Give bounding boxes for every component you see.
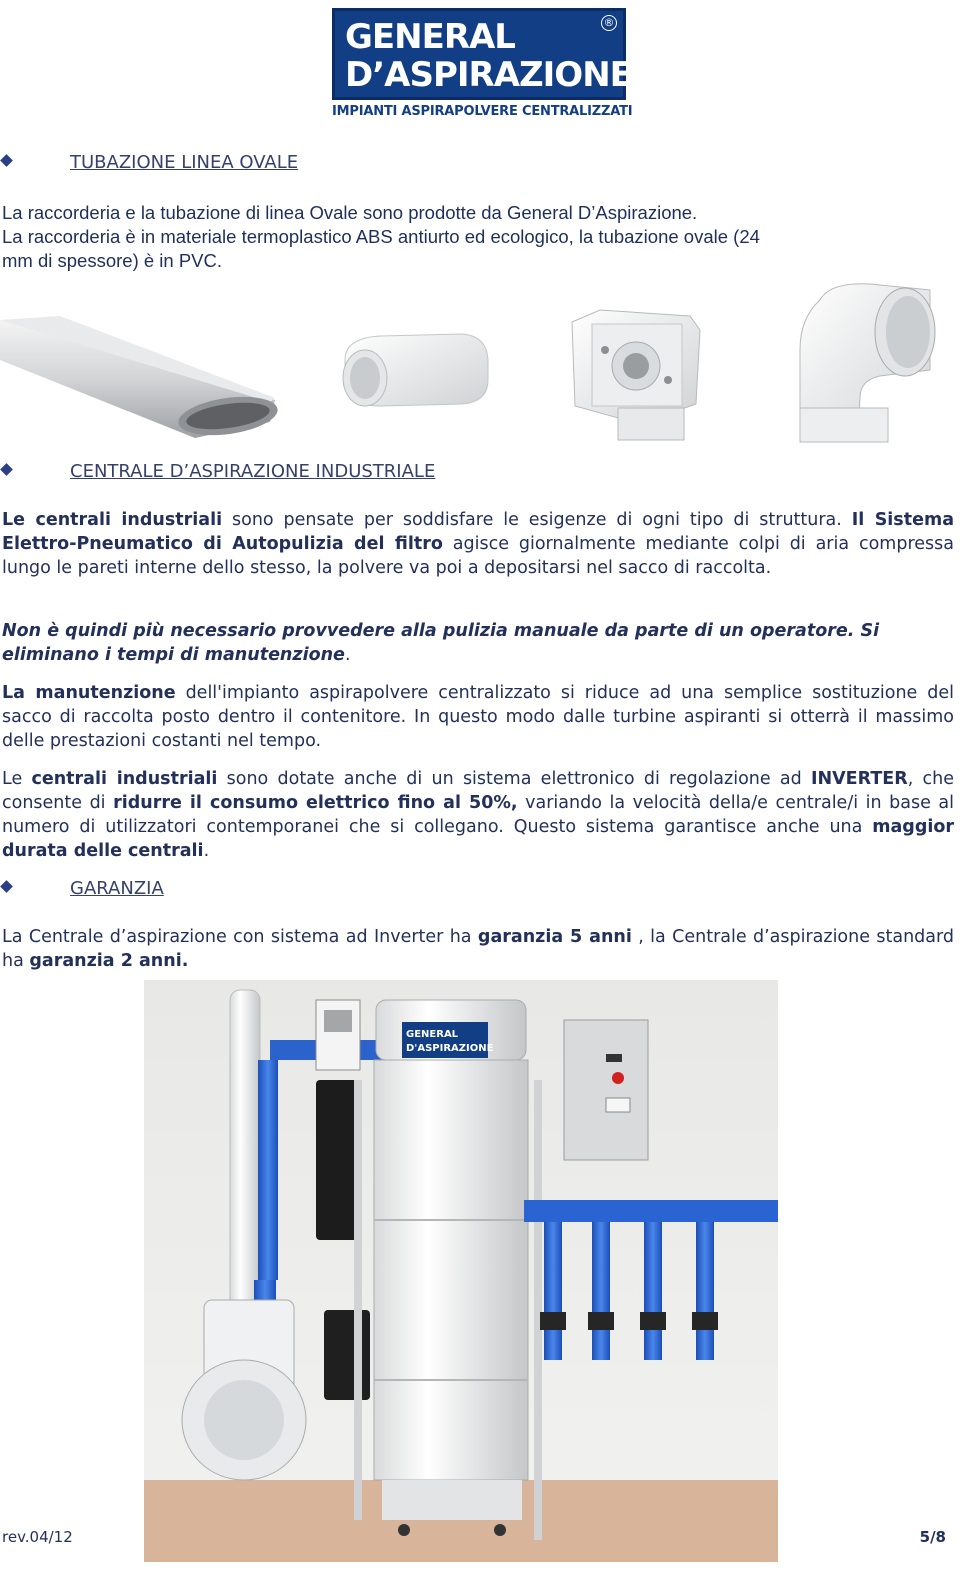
bold-text: maggior durata delle centrali [2,817,954,861]
heading-text: GARANZIA [70,878,164,899]
centrale-paragraph-3 [2,681,954,753]
tubazione-paragraph [2,201,954,273]
body-text: La Centrale d’aspirazione con sistema ad Inverter ha [2,927,478,947]
body-text: sono pensate per soddisfare le esigenze di ogni tipo di struttura. [222,510,852,530]
body-text: , che consente di [2,769,954,813]
bullet-icon [0,463,13,476]
body-text: . [203,841,210,861]
bold-text: INVERTER [810,769,908,789]
body-text: sono dotate anche di un sistema elettronico di regolazione ad [217,769,811,789]
bold-text: Le centrali industriali [2,510,223,530]
logo-tagline: IMPIANTI ASPIRAPOLVERE CENTRALIZZATI [332,104,633,119]
bullet-icon [0,880,13,893]
body-text: . [344,645,351,665]
logo-badge [332,8,632,100]
section-heading-tubazione [0,152,400,176]
page-number: 5/8 [919,1528,946,1546]
body-text: Le [2,769,32,789]
bold-text: centrali industriali [31,769,218,789]
bold-text: Il Sistema Elettro-Pneumatico di Autopulizia del filtro [2,510,954,554]
centrale-paragraph-2 [2,619,954,667]
section-heading-garanzia [0,878,300,902]
bold-text: garanzia 5 anni [477,927,632,947]
text-line: La raccorderia e la tubazione di linea Ovale sono prodotte da General D’Aspirazione. [2,202,698,223]
body-text: dell'impianto aspirapolvere centralizzato si riduce ad una semplice sostituzione del sacco di raccolta posto dentro il contenitore. In questo modo dalle turbine aspiranti si otterrà il massimo delle prestazioni costanti nel tempo. [2,683,954,751]
body-text: agisce giornalmente mediante colpi di aria compressa lungo le pareti interne dello stesso, la polvere va poi a depositarsi nel sacco di raccolta. [2,534,954,578]
tank-logo-line2: D'ASPIRAZIONE [406,1043,494,1054]
company-logo [330,6,633,124]
tank-logo-line1: GENERAL [406,1029,459,1040]
heading-text: CENTRALE D’ASPIRAZIONE INDUSTRIALE [70,461,436,482]
centrale-paragraph-4 [2,767,954,863]
oval-pipe-products-photo [0,280,960,450]
body-text: , la Centrale d’aspirazione standard ha [2,927,954,971]
revision-label: rev.04/12 [2,1528,73,1546]
oval-coupling-image [343,334,488,406]
section-heading-centrale [0,461,560,485]
oval-pipe-image [0,316,280,441]
bold-text: ridurre il consumo elettrico fino al 50%, [113,793,518,813]
garanzia-paragraph [2,925,954,973]
centrale-paragraph-1 [2,508,954,580]
body-text: variando la velocità della/e centrale/i in base al numero di utilizzatori contemporanei che si collegano. Questo sistema garantisce anche una [2,793,954,837]
wall-socket-image [572,310,700,440]
text-line: La raccorderia è in materiale termoplastico ABS antiurto ed ecologico, la tubazione ovale (24 [2,226,760,247]
registered-mark: ® [601,15,617,31]
oval-elbow-image [800,284,935,442]
bullet-icon [0,154,13,167]
bold-text: La manutenzione [2,683,176,703]
bold-text: garanzia 2 anni. [29,951,189,971]
logo-line2: D’ASPIRAZIONE [345,55,632,95]
heading-text: TUBAZIONE LINEA OVALE [70,152,299,173]
italic-text: Non è quindi più necessario provvedere alla pulizia manuale da parte di un operatore. Si eliminano i tempi di manutenzione [2,621,880,665]
text-line: mm di spessore) è in PVC. [2,250,223,271]
logo-line1: GENERAL [345,17,515,57]
industrial-central-unit-photo [144,980,778,1562]
